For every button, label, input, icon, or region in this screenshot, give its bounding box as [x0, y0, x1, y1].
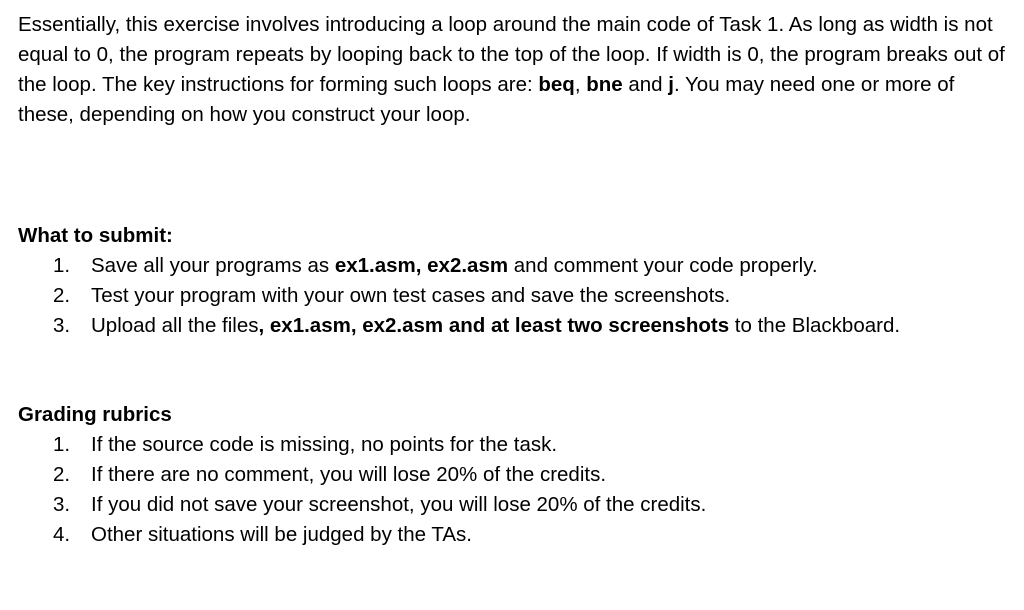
rubrics-heading: Grading rubrics: [18, 403, 172, 426]
rubrics-list: [18, 430, 1008, 550]
submit-list: [18, 251, 1008, 341]
intro-sep-1: ,: [574, 73, 587, 96]
list-item: [18, 490, 1008, 520]
list-number: 3.: [53, 493, 71, 516]
list-item: [18, 311, 1008, 341]
submit-heading: What to submit:: [18, 224, 173, 247]
item-text: Test your program with your own test cases and save the screenshots.: [91, 284, 731, 307]
list-item: [18, 520, 1008, 550]
instr-bne: bne: [586, 73, 623, 96]
intro-text-1: Essentially, this exercise involves introducing a loop around the main code of Task 1. As long as width is not equal to 0, the program repeats by looping back to the top of the loop. If width is 0, the program breaks out of the loop. The key instructions for forming such loops are:: [18, 13, 1005, 96]
item-bold-text: , ex1.asm, ex2.asm and at least two screenshots: [258, 314, 730, 337]
intro-sep-2: and: [622, 73, 669, 96]
item-text: Upload all the files: [91, 314, 259, 337]
list-number: 3.: [53, 314, 71, 337]
list-number: 1.: [53, 433, 71, 456]
instr-beq: beq: [538, 73, 575, 96]
list-number: 2.: [53, 284, 71, 307]
list-number: 1.: [53, 254, 71, 277]
intro-paragraph: [18, 10, 1008, 130]
item-text: If you did not save your screenshot, you will lose 20% of the credits.: [91, 493, 707, 516]
submit-section: [18, 221, 1008, 341]
list-number: 4.: [53, 523, 71, 546]
list-item: [18, 430, 1008, 460]
list-number: 2.: [53, 463, 71, 486]
list-item: [18, 281, 1008, 311]
list-item: [18, 460, 1008, 490]
rubrics-section: [18, 400, 1008, 550]
intro-text-2: . You may need one or more of these, depending on how you construct your loop.: [18, 73, 955, 126]
item-text: If the source code is missing, no points for the task.: [91, 433, 558, 456]
item-bold-text: ex1.asm, ex2.asm: [334, 254, 509, 277]
item-text: Other situations will be judged by the TAs.: [91, 523, 472, 546]
item-text: If there are no comment, you will lose 20% of the credits.: [91, 463, 607, 486]
instr-j: j: [668, 73, 674, 96]
item-text: to the Blackboard.: [729, 314, 901, 337]
item-text: Save all your programs as: [91, 254, 335, 277]
item-text: and comment your code properly.: [508, 254, 818, 277]
list-item: [18, 251, 1008, 281]
